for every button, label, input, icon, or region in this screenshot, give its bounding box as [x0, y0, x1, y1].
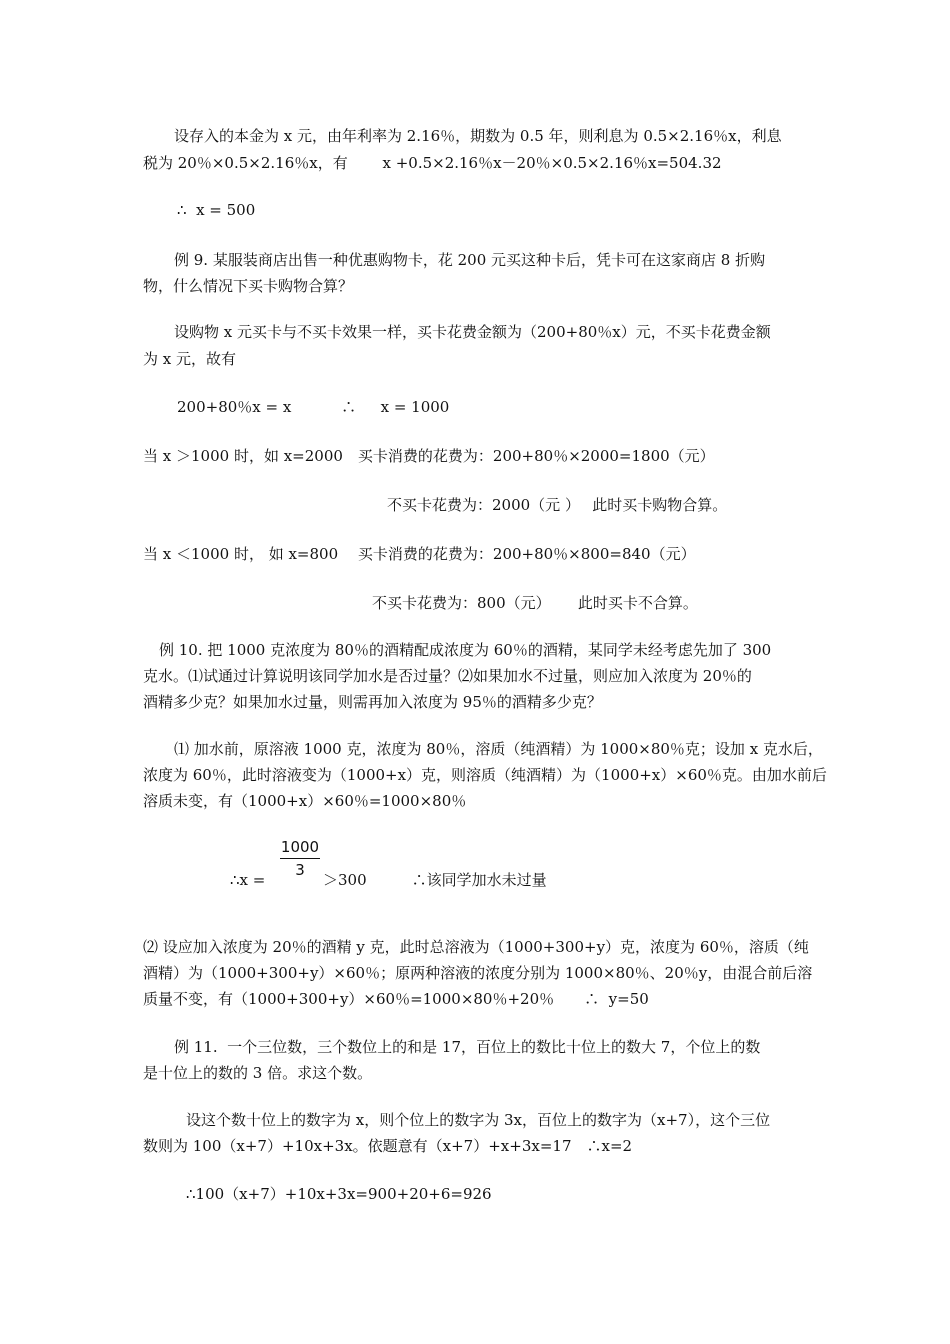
text-line: 克水。⑴试通过计算说明该同学加水是否过量？⑵如果加水不过量，则应加入浓度为 20％的: [143, 667, 752, 685]
example-11-title: 例 11. 一个三位数，三个数位上的和是 17，百位上的数比十位上的数大 7，个位上的数: [174, 1038, 761, 1056]
text-line: 税为 20％×0.5×2.16％x，有 x +0.5×2.16％x－20％×0.5×2.16％x=504.32: [143, 154, 722, 172]
text-line: 当 x ＜1000 时， 如 x=800 买卡消费的花费为：200+80％×800=840（元）: [143, 545, 696, 563]
text-line: ⑴ 加水前，原溶液 1000 克，浓度为 80％，溶质（纯酒精）为 1000×80％克；设加 x 克水后，: [174, 740, 823, 758]
text-line: ∴ x = 500: [177, 201, 256, 219]
fraction-numerator: 1000: [280, 838, 320, 856]
text-line: 设这个数十位上的数字为 x，则个位上的数字为 3x，百位上的数字为（x+7），这个三位: [186, 1111, 771, 1129]
equation: ∴100（x+7）+10x+3x=900+20+6=926: [186, 1185, 492, 1203]
text-line: 浓度为 60％，此时溶液变为（1000+x）克，则溶质（纯酒精）为（1000+x）×60％克。由加水前后: [143, 766, 827, 784]
text-line: 设存入的本金为 x 元，由年利率为 2.16％，期数为 0.5 年，则利息为 0.5×2.16％x，利息: [174, 127, 782, 145]
text-line: 质量不变，有（1000+300+y）×60％=1000×80％+20％ ∴ y=50: [143, 990, 649, 1008]
fraction-bar: [280, 858, 320, 859]
text-line: 不买卡花费为：800（元） 此时买卡不合算。: [372, 594, 698, 612]
text-line: 物，什么情况下买卡购物合算？: [143, 277, 354, 295]
text-line: 为 x 元，故有: [143, 350, 236, 368]
text-line: 酒精）为（1000+300+y）×60％；原两种溶液的浓度分别为 1000×80％、20％y，由混合前后溶: [143, 964, 813, 982]
example-9-title: 例 9. 某服装商店出售一种优惠购物卡，花 200 元买这种卡后，凭卡可在这家商店 8 折购: [174, 251, 766, 269]
text-line: 溶质未变，有（1000+x）×60％=1000×80％: [143, 792, 467, 810]
text-line: 是十位上的数的 3 倍。求这个数。: [143, 1064, 373, 1082]
result-suffix: ＞300 ∴该同学加水未过量: [323, 871, 547, 889]
result-prefix: ∴x =: [230, 871, 266, 889]
text-line: 设购物 x 元买卡与不买卡效果一样，买卡花费金额为（200+80％x）元，不买卡花费金额: [174, 323, 771, 341]
text-line: 不买卡花费为：2000（元 ） 此时买卡购物合算。: [387, 496, 728, 514]
example-10-title: 例 10. 把 1000 克浓度为 80％的酒精配成浓度为 60％的酒精，某同学未经考虑先加了 300: [159, 641, 772, 659]
text-line: 当 x ＞1000 时，如 x=2000 买卡消费的花费为：200+80％×2000=1800（元）: [143, 447, 715, 465]
equation: 200+80％x = x ∴ x = 1000: [177, 398, 450, 416]
text-line: 酒精多少克？如果加水过量，则需再加入浓度为 95％的酒精多少克？: [143, 693, 602, 711]
text-line: ⑵ 设应加入浓度为 20％的酒精 y 克，此时总溶液为（1000+300+y）克，浓度为 60％，溶质（纯: [143, 938, 809, 956]
fraction-denominator: 3: [295, 861, 305, 879]
text-line: 数则为 100（x+7）+10x+3x。依题意有（x+7）+x+3x=17 ∴x=2: [143, 1137, 633, 1155]
